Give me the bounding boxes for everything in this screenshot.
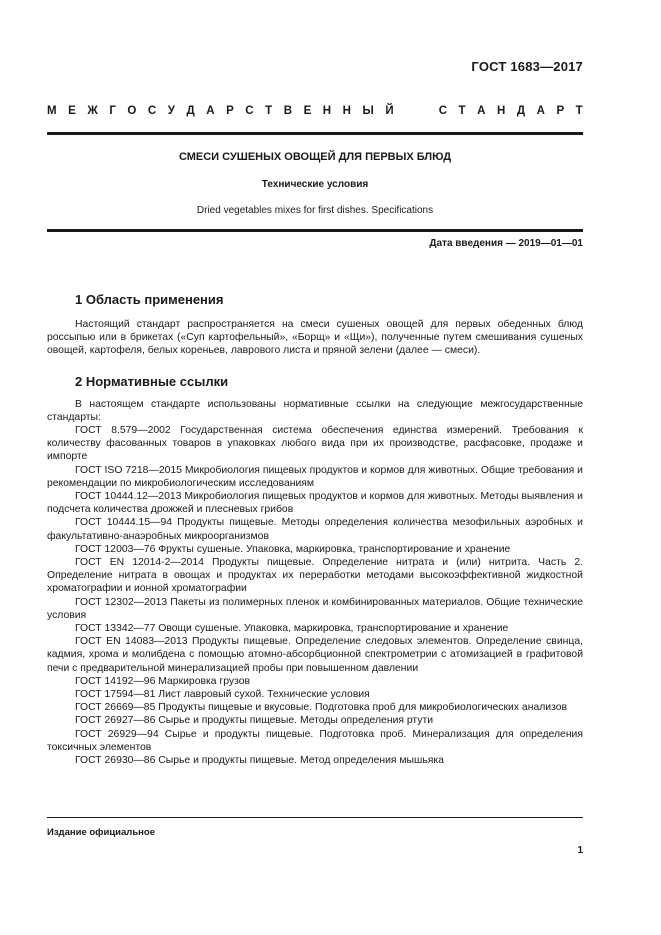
reference-item: ГОСТ 26669—85 Продукты пищевые и вкусовые. Подготовка проб для микробиологических анализов [75, 702, 568, 714]
banner-letter: Ж [87, 105, 98, 117]
document-title: СМЕСИ СУШЕНЫХ ОВОЩЕЙ ДЛЯ ПЕРВЫХ БЛЮД [178, 151, 452, 163]
reference-item: ГОСТ 10444.12—2013 Микробиология пищевых продуктов и кормов для животных. Методы выявления и подсчета количества дрожжей и плесневых грибов [47, 491, 583, 516]
reference-item: ГОСТ ISO 7218—2015 Микробиология пищевых продуктов и кормов для животных. Общие требования и рекомендации по микробиологическим исследованиям [47, 464, 583, 489]
introduction-date: Дата введения — 2019—01—01 [429, 238, 583, 249]
banner-letter: Н [496, 105, 506, 117]
reference-item: ГОСТ 14192—96 Маркировка грузов [75, 675, 251, 687]
banner-letter: У [167, 105, 175, 117]
official-edition-label: Издание официальное [47, 827, 155, 838]
reference-item: ГОСТ 10444.15—94 Продукты пищевые. Методы определения количества мезофильных аэробных и факультативно-анаэробных микроорганизмов [47, 517, 583, 542]
banner-letter: О [127, 105, 137, 117]
banner-letter: А [536, 105, 545, 117]
standard-banner [47, 101, 583, 121]
top-rule [47, 132, 583, 135]
banner-letter: С [147, 105, 157, 117]
footer-rule [47, 817, 583, 818]
banner-letter: А [477, 105, 486, 117]
banner-letter: М [47, 105, 57, 117]
section-1-text: Настоящий стандарт распространяется на смеси сушеных овощей для первых обеденных блюд россыпью или в брикетах («Суп картофельный», «Борщ» и «Щи»), полученные путем смешивания сушеных овощей, картофеля, белых кореньев, лаврового листа и пряной зелени (далее — смеси). [47, 319, 583, 357]
section-2-heading: 2 Нормативные ссылки [75, 374, 229, 389]
reference-item: ГОСТ 13342—77 Овощи сушеные. Упаковка, маркировка, транспортирование и хранение [75, 623, 509, 635]
banner-letter: Р [226, 105, 234, 117]
english-title: Dried vegetables mixes for first dishes. Specifications [196, 205, 434, 216]
banner-letter: Р [556, 105, 565, 117]
reference-item: ГОСТ 26930—86 Сырье и продукты пищевые. Метод определения мышьяка [75, 755, 444, 767]
references-list [47, 424, 583, 767]
banner-letter: Г [109, 105, 116, 117]
title-rule [47, 229, 583, 232]
reference-item: ГОСТ 26929—94 Сырье и продукты пищевые. Подготовка проб. Минерализация для определения токсичных элементов [47, 728, 583, 753]
banner-letter: Е [68, 105, 76, 117]
banner-letter: Й [385, 105, 394, 117]
banner-letter: Н [322, 105, 332, 117]
section-2-intro: В настоящем стандарте использованы нормативные ссылки на следующие межгосударственные стандарты: [47, 399, 583, 424]
reference-item: ГОСТ 26927—86 Сырье и продукты пищевые. Методы определения ртути [75, 715, 434, 727]
banner-letter: С [438, 105, 447, 117]
banner-letter: Т [265, 105, 273, 117]
document-subtitle: Технические условия [261, 179, 369, 190]
standard-code: ГОСТ 1683—2017 [471, 59, 583, 74]
banner-letter: Т [575, 105, 583, 117]
reference-item: ГОСТ 8.579—2002 Государственная система обеспечения единства измерений. Требования к количеству фасованных товаров в упаковках любого вида при их производстве, расфасовке, продаже и импорте [47, 425, 583, 463]
section-1-heading: 1 Область применения [75, 292, 224, 307]
reference-item: ГОСТ 12302—2013 Пакеты из полимерных пленок и комбинированных материалов. Общие технические условия [47, 596, 583, 621]
banner-letter: С [245, 105, 254, 117]
banner-letter: А [206, 105, 215, 117]
banner-letter: В [283, 105, 293, 117]
banner-letter: Ы [362, 105, 374, 117]
banner-letter: Е [303, 105, 312, 117]
reference-item: ГОСТ EN 12014-2—2014 Продукты пищевые. Определение нитрата и (или) нитрита. Часть 2. Определение нитрата в овощах и продуктах их переработки методами высокоэффективной жидкостной хроматографии и ионной хроматографии [47, 557, 583, 595]
banner-letter: Д [516, 105, 526, 117]
banner-letter: Т [458, 105, 466, 117]
reference-item: ГОСТ EN 14083—2013 Продукты пищевые. Определение следовых элементов. Определение свинца, кадмия, хрома и молибдена с помощью атомно-абсорбционной спектрометрии с атомизацией в графитовой печи с предварительной минерализацией пробы при повышенном давлении [47, 636, 583, 674]
banner-letter: Н [342, 105, 351, 117]
banner-letter: Д [186, 105, 195, 117]
reference-item: ГОСТ 17594—81 Лист лавровый сухой. Технические условия [75, 689, 370, 701]
page-number: 1 [577, 845, 583, 856]
reference-item: ГОСТ 12003—76 Фрукты сушеные. Упаковка, маркировка, транспортирование и хранение [75, 543, 511, 555]
